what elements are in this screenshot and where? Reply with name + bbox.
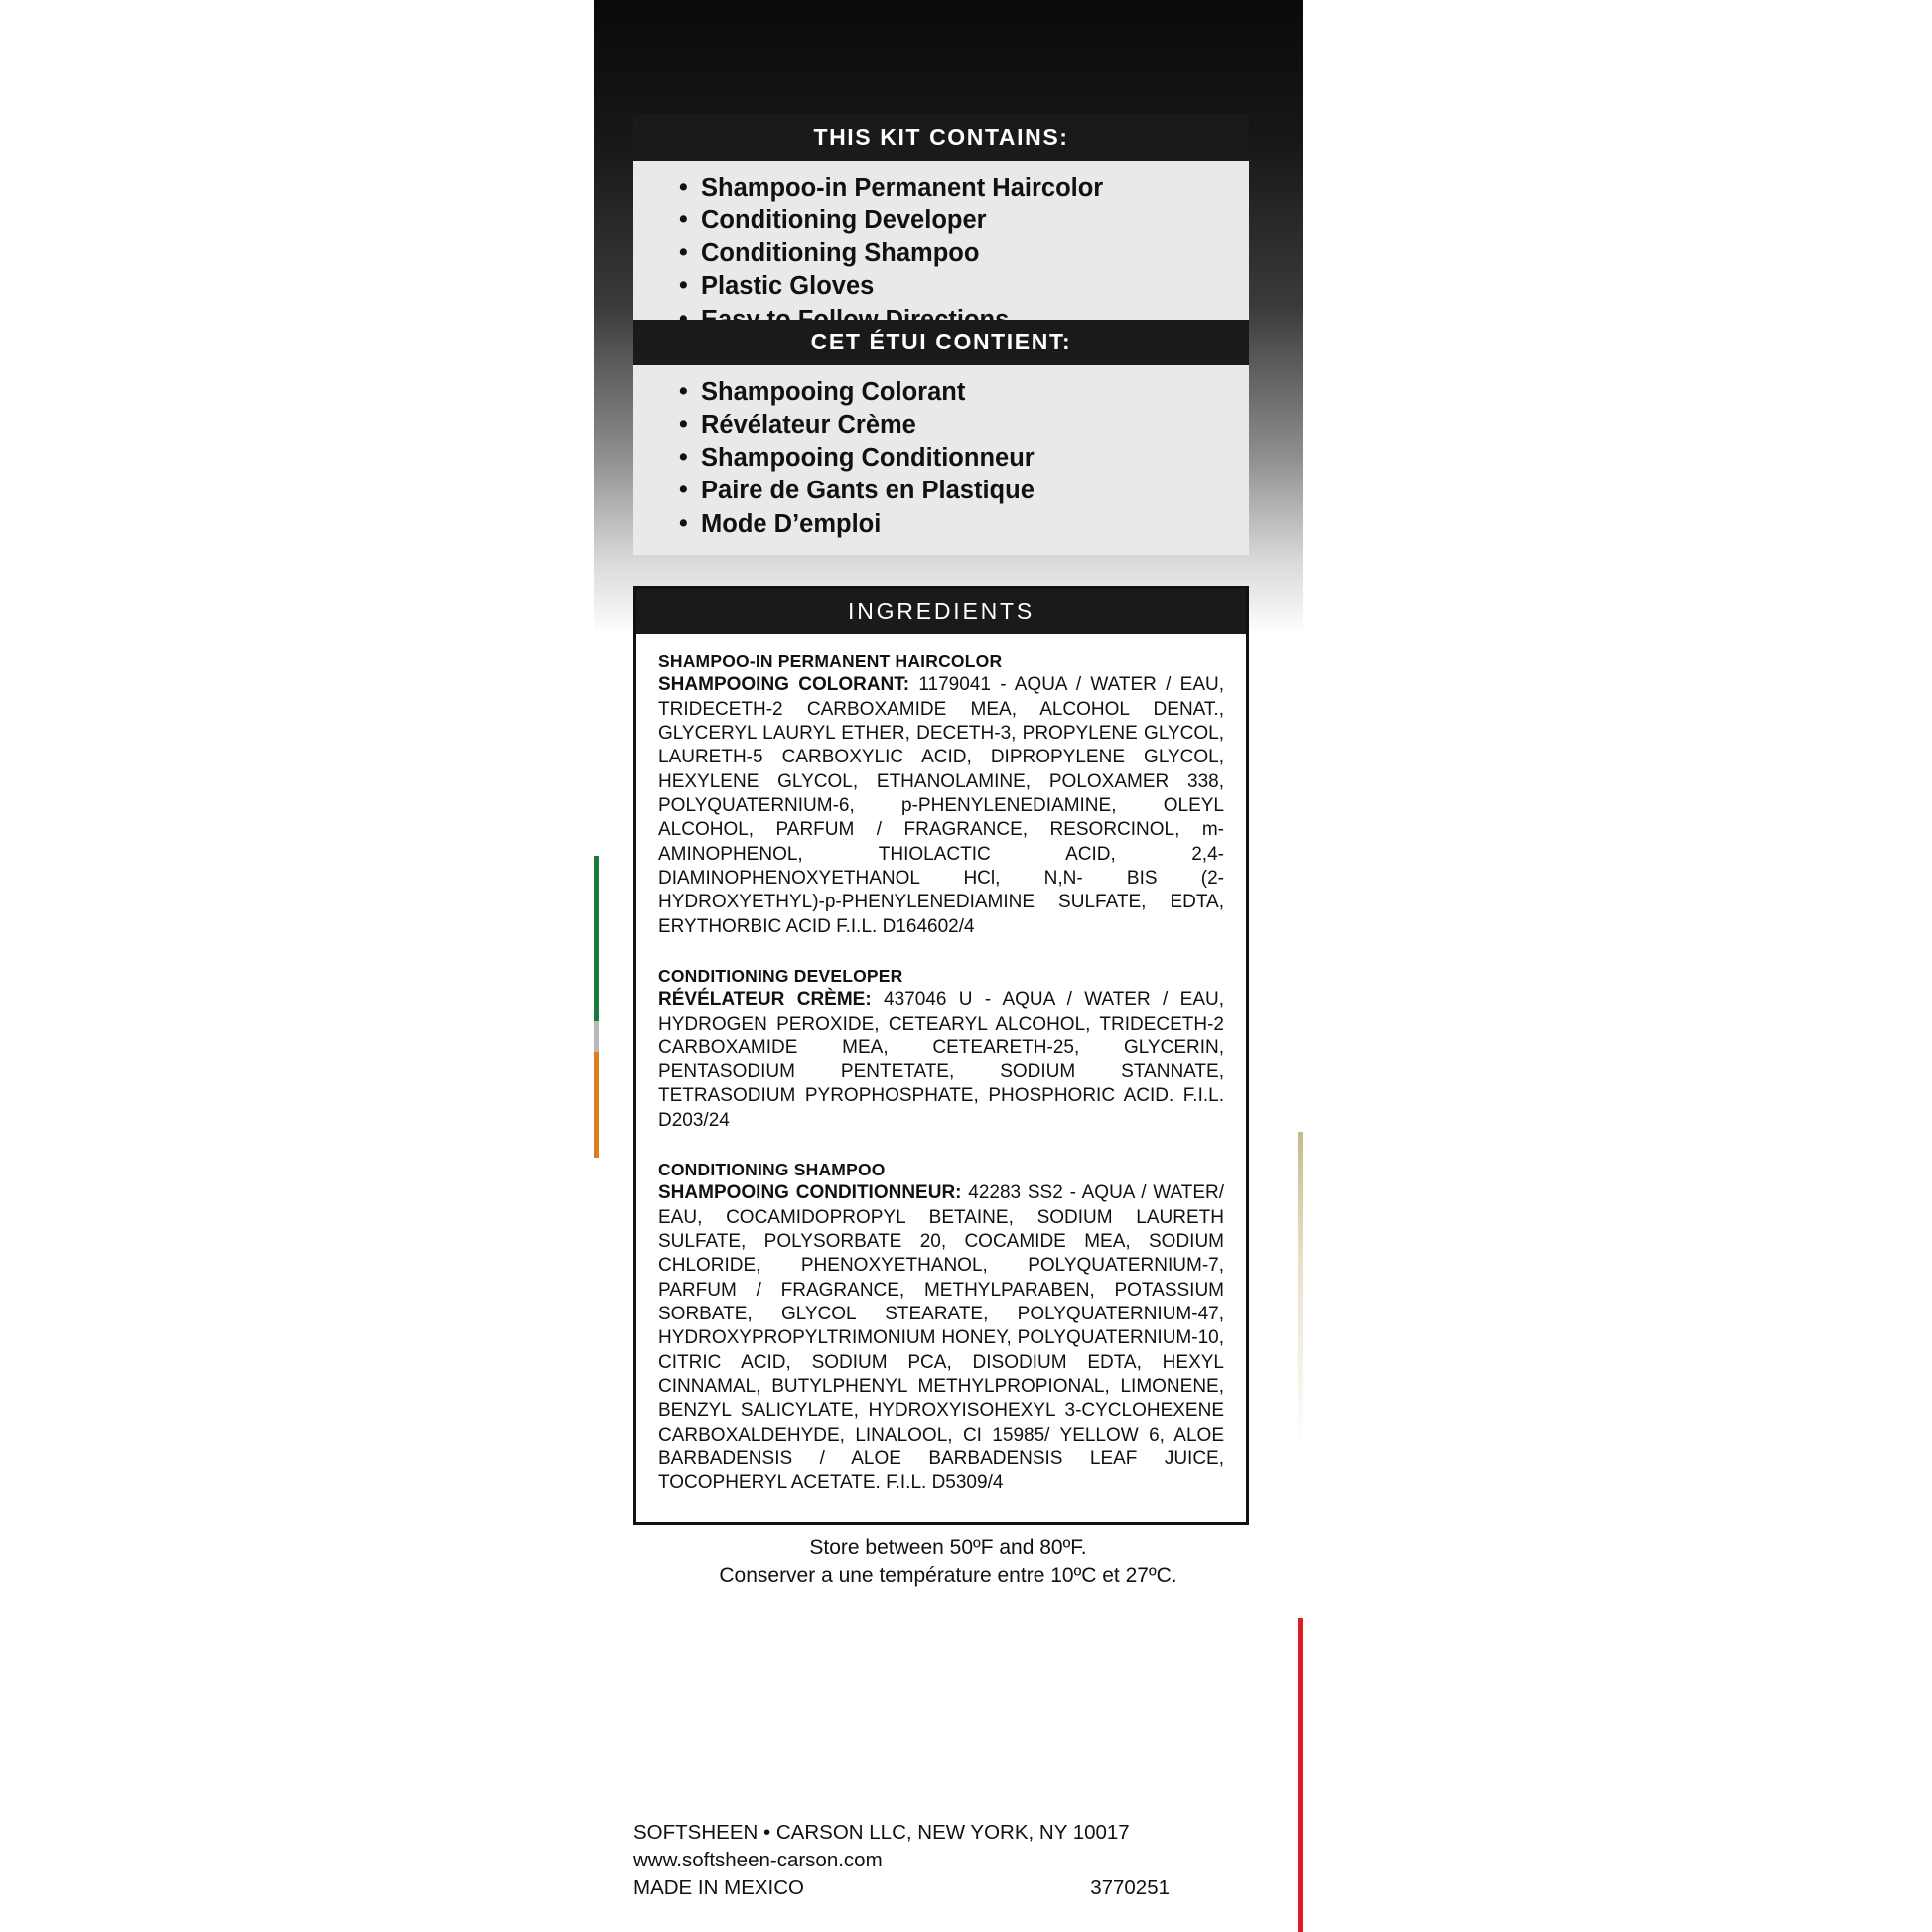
ingredient-group-title-fr: RÉVÉLATEUR CRÈME: xyxy=(658,989,872,1011)
kit-contains-english xyxy=(633,115,1249,350)
country-of-origin: MADE IN MEXICO xyxy=(633,1875,804,1899)
ingredient-group-shampoo xyxy=(658,1159,1224,1495)
ingredient-group-title-fr: SHAMPOOING CONDITIONNEUR: xyxy=(658,1182,962,1204)
storage-note-english: Store between 50ºF and 80ºF. xyxy=(809,1536,1087,1559)
storage-note xyxy=(594,1534,1303,1589)
ingredient-list: 1179041 - AQUA / WATER / EAU, TRIDECETH-2 CARBOXAMIDE MEA, ALCOHOL DENAT., GLYCERYL LAURYL ETHER, DECETH-3, PROPYLENE GLYCOL, LAURETH-5 CARBOXYLIC ACID, DIPROPYLENE GLYCOL, HEXYLENE GLYCOL, ETHANOLAMINE, POLOXAMER 338, POLYQUATERNIUM-6, p-PHENYLENEDIAMINE, OLEYL ALCOHOL, PARFUM / FRAGRANCE, RESORCINOL, m-AMINOPHENOL, THIOLACTIC ACID, 2,4-DIAMINOPHENOXYETHANOL HCl, N,N- BIS (2-HYDROXYETHYL)-p-PHENYLENEDIAMINE SULFATE, EDTA, ERYTHORBIC ACID F.I.L. D164602/4 xyxy=(658,674,1225,937)
ingredient-group-text xyxy=(658,1181,1224,1495)
list-item: • Mode D’emploi xyxy=(679,508,1249,541)
ingredients-body xyxy=(636,634,1246,1522)
ingredient-list: 437046 U - AQUA / WATER / EAU, HYDROGEN PEROXIDE, CETEARYL ALCOHOL, TRIDECETH-2 CARBOXAMIDE MEA, CETEARETH-25, GLYCERIN, PENTASODIUM PENTETATE, SODIUM STANNATE, TETRASODIUM PYROPHOSPHATE, PHOSPHORIC ACID. F.I.L. D203/24 xyxy=(658,989,1224,1131)
ingredient-group-title-en: CONDITIONING DEVELOPER xyxy=(658,965,903,986)
list-item: • Paire de Gants en Plastique xyxy=(679,475,1249,507)
kit-contains-french-header: CET ÉTUI CONTIENT: xyxy=(633,320,1249,365)
package-back-panel xyxy=(594,0,1303,1932)
kit-contains-french-body xyxy=(633,365,1249,555)
ingredient-group-title-en: SHAMPOO-IN PERMANENT HAIRCOLOR xyxy=(658,651,1003,671)
ingredients-header: INGREDIENTS xyxy=(636,589,1246,634)
ingredient-group-text xyxy=(658,673,1224,938)
website-url: www.softsheen-carson.com xyxy=(633,1848,883,1871)
list-item: • Révélateur Crème xyxy=(679,409,1249,442)
kit-contains-french xyxy=(633,320,1249,555)
footer xyxy=(633,1819,1249,1902)
ingredient-group-developer xyxy=(658,965,1224,1133)
company-name: SOFTSHEEN • CARSON LLC, NEW YORK, NY 10017 xyxy=(633,1821,1130,1844)
product-code: 3770251 xyxy=(1090,1875,1170,1899)
ingredient-group-title-en: CONDITIONING SHAMPOO xyxy=(658,1160,886,1180)
storage-note-french: Conserver a une température entre 10ºC et 27ºC. xyxy=(719,1564,1177,1587)
list-item: • Conditioning Developer xyxy=(679,205,1249,237)
ingredient-group-haircolor xyxy=(658,650,1224,939)
ingredient-group-text xyxy=(658,988,1224,1133)
list-item: • Shampoo-in Permanent Haircolor xyxy=(679,172,1249,205)
list-item: • Shampooing Colorant xyxy=(679,376,1249,409)
list-item: • Conditioning Shampoo xyxy=(679,237,1249,270)
kit-contains-english-header: THIS KIT CONTAINS: xyxy=(633,115,1249,161)
ingredient-list: 42283 SS2 - AQUA / WATER/ EAU, COCAMIDOPROPYL BETAINE, SODIUM LAURETH SULFATE, POLYSORBATE 20, COCAMIDE MEA, SODIUM CHLORIDE, PHENOXYETHANOL, POLYQUATERNIUM-7, PARFUM / FRAGRANCE, METHYLPARABEN, POTASSIUM SORBATE, GLYCOL STEARATE, POLYQUATERNIUM-47, HYDROXYPROPYLTRIMONIUM HONEY, POLYQUATERNIUM-10, CITRIC ACID, SODIUM PCA, DISODIUM EDTA, HEXYL CINNAMAL, BUTYLPHENYL METHYLPROPIONAL, LIMONENE, BENZYL SALICYLATE, HYDROXYISOHEXYL 3-CYCLOHEXENE CARBOXALDEHYDE, LINALOOL, CI 15985/ YELLOW 6, ALOE BARBADENSIS / ALOE BARBADENSIS LEAF JUICE, TOCOPHERYL ACETATE. F.I.L. D5309/4 xyxy=(658,1182,1225,1494)
ingredients-panel xyxy=(633,586,1249,1525)
ingredient-group-title-fr: SHAMPOOING COLORANT: xyxy=(658,674,910,696)
list-item: • Plastic Gloves xyxy=(679,270,1249,303)
list-item: • Shampooing Conditionneur xyxy=(679,442,1249,475)
